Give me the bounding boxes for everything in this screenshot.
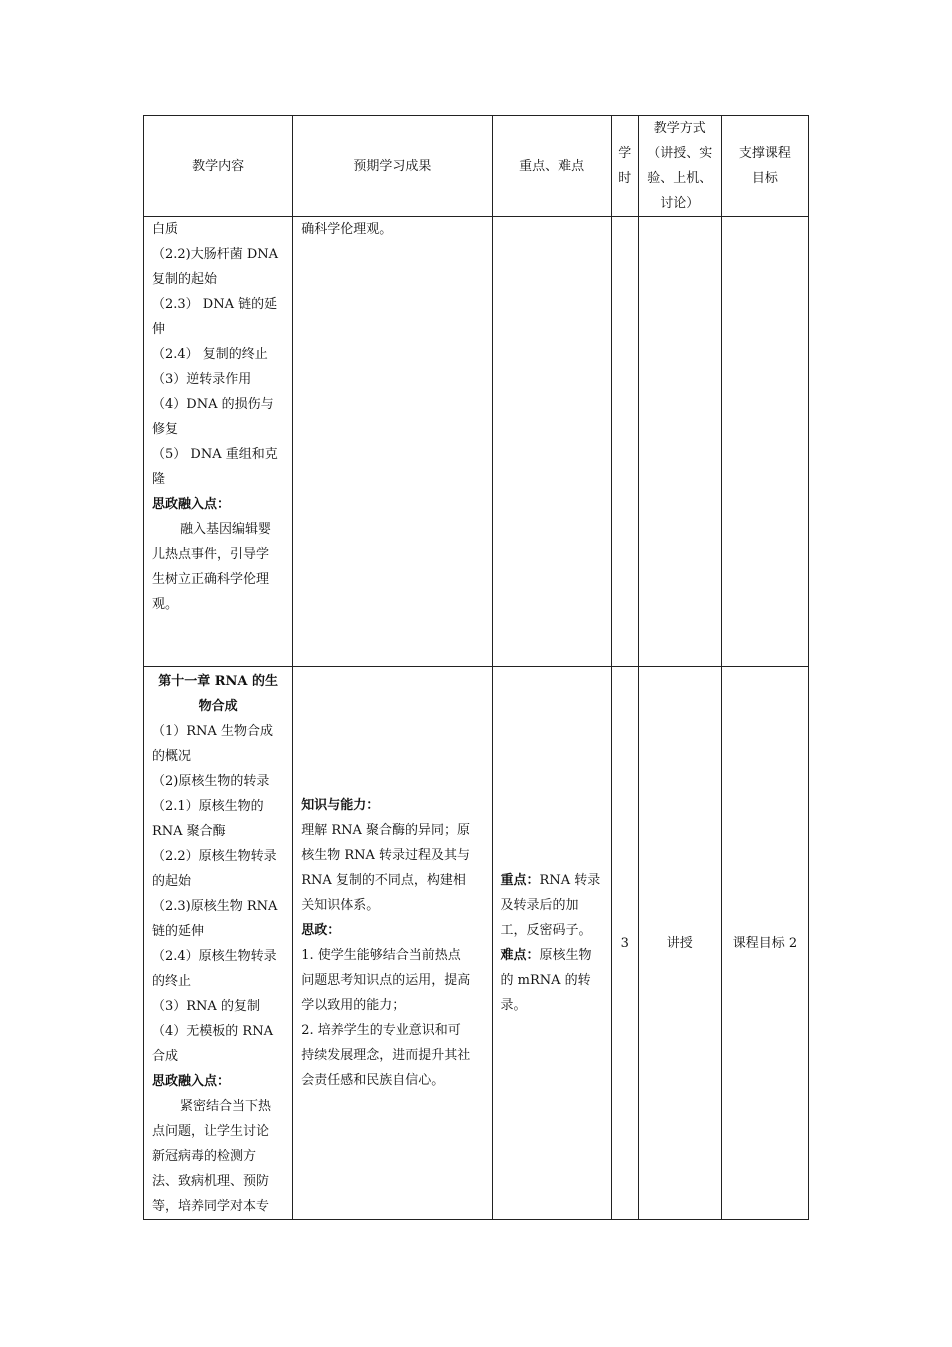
ideology-title: 思政融入点： bbox=[152, 1074, 231, 1089]
row1-key-points bbox=[492, 217, 611, 667]
header-hours: 学 时 bbox=[611, 116, 638, 217]
header-method: 教学方式 （讲授、实 验、上机、 讨论） bbox=[638, 116, 721, 217]
syllabus-table bbox=[143, 115, 809, 1220]
row1-method bbox=[638, 217, 721, 667]
row2-content: 第十一章 RNA 的生 物合成 （1）RNA 生物合成 的概况 （2)原核生物的转录 （2.1）原核生物的 RNA 聚合酶 （2.2）原核生物转录 的起始 （2.3)原核生物 RNA 链的延伸 （2.4）原核生物转录 的终止 （3）RNA 的复制 （4）无模板的 RNA 合成 思政融入点： 紧密结合当下热 点问题，让学生讨论 新冠病毒的检测方 法、致病机理、预防 等，培养同学对本专 bbox=[144, 667, 293, 1220]
ideology-title: 思政融入点： bbox=[152, 497, 231, 512]
row1-hours bbox=[611, 217, 638, 667]
row2-method: 讲授 bbox=[638, 667, 721, 1220]
row2-support: 课程目标 2 bbox=[721, 667, 808, 1220]
row2-hours: 3 bbox=[611, 667, 638, 1220]
row1-support bbox=[721, 217, 808, 667]
chapter-title: 第十一章 RNA 的生 bbox=[158, 674, 279, 689]
row1-content: 白质 （2.2)大肠杆菌 DNA 复制的起始 （2.3） DNA 链的延 伸 （2.4） 复制的终止 （3）逆转录作用 （4）DNA 的损伤与 修复 （5） DNA 重组和克 隆 思政融入点： 融入基因编辑婴 儿热点事件，引导学 生树立正确科学伦理 观。 bbox=[144, 217, 293, 667]
header-support: 支撑课程 目标 bbox=[721, 116, 808, 217]
table-row bbox=[144, 217, 809, 667]
table-row bbox=[144, 667, 809, 1220]
header-row bbox=[144, 116, 809, 217]
header-content: 教学内容 bbox=[144, 116, 293, 217]
row2-outcomes: 知识与能力： 理解 RNA 聚合酶的异同；原 核生物 RNA 转录过程及其与 RNA 复制的不同点，构建相 关知识体系。 思政： 1. 使学生能够结合当前热点 问题思考知识点的运用，提高 学以致用的能力； 2. 培养学生的专业意识和可 持续发展理念，进而提升其社 会责任感和民族自信心。 bbox=[293, 667, 492, 1220]
row2-key-points: 重点：RNA 转录 及转录后的加 工，反密码子。 难点：原核生物 的 mRNA 的转 录。 bbox=[492, 667, 611, 1220]
row1-outcomes: 确科学伦理观。 bbox=[293, 217, 492, 667]
header-outcomes: 预期学习成果 bbox=[293, 116, 492, 217]
header-key-points: 重点、难点 bbox=[492, 116, 611, 217]
